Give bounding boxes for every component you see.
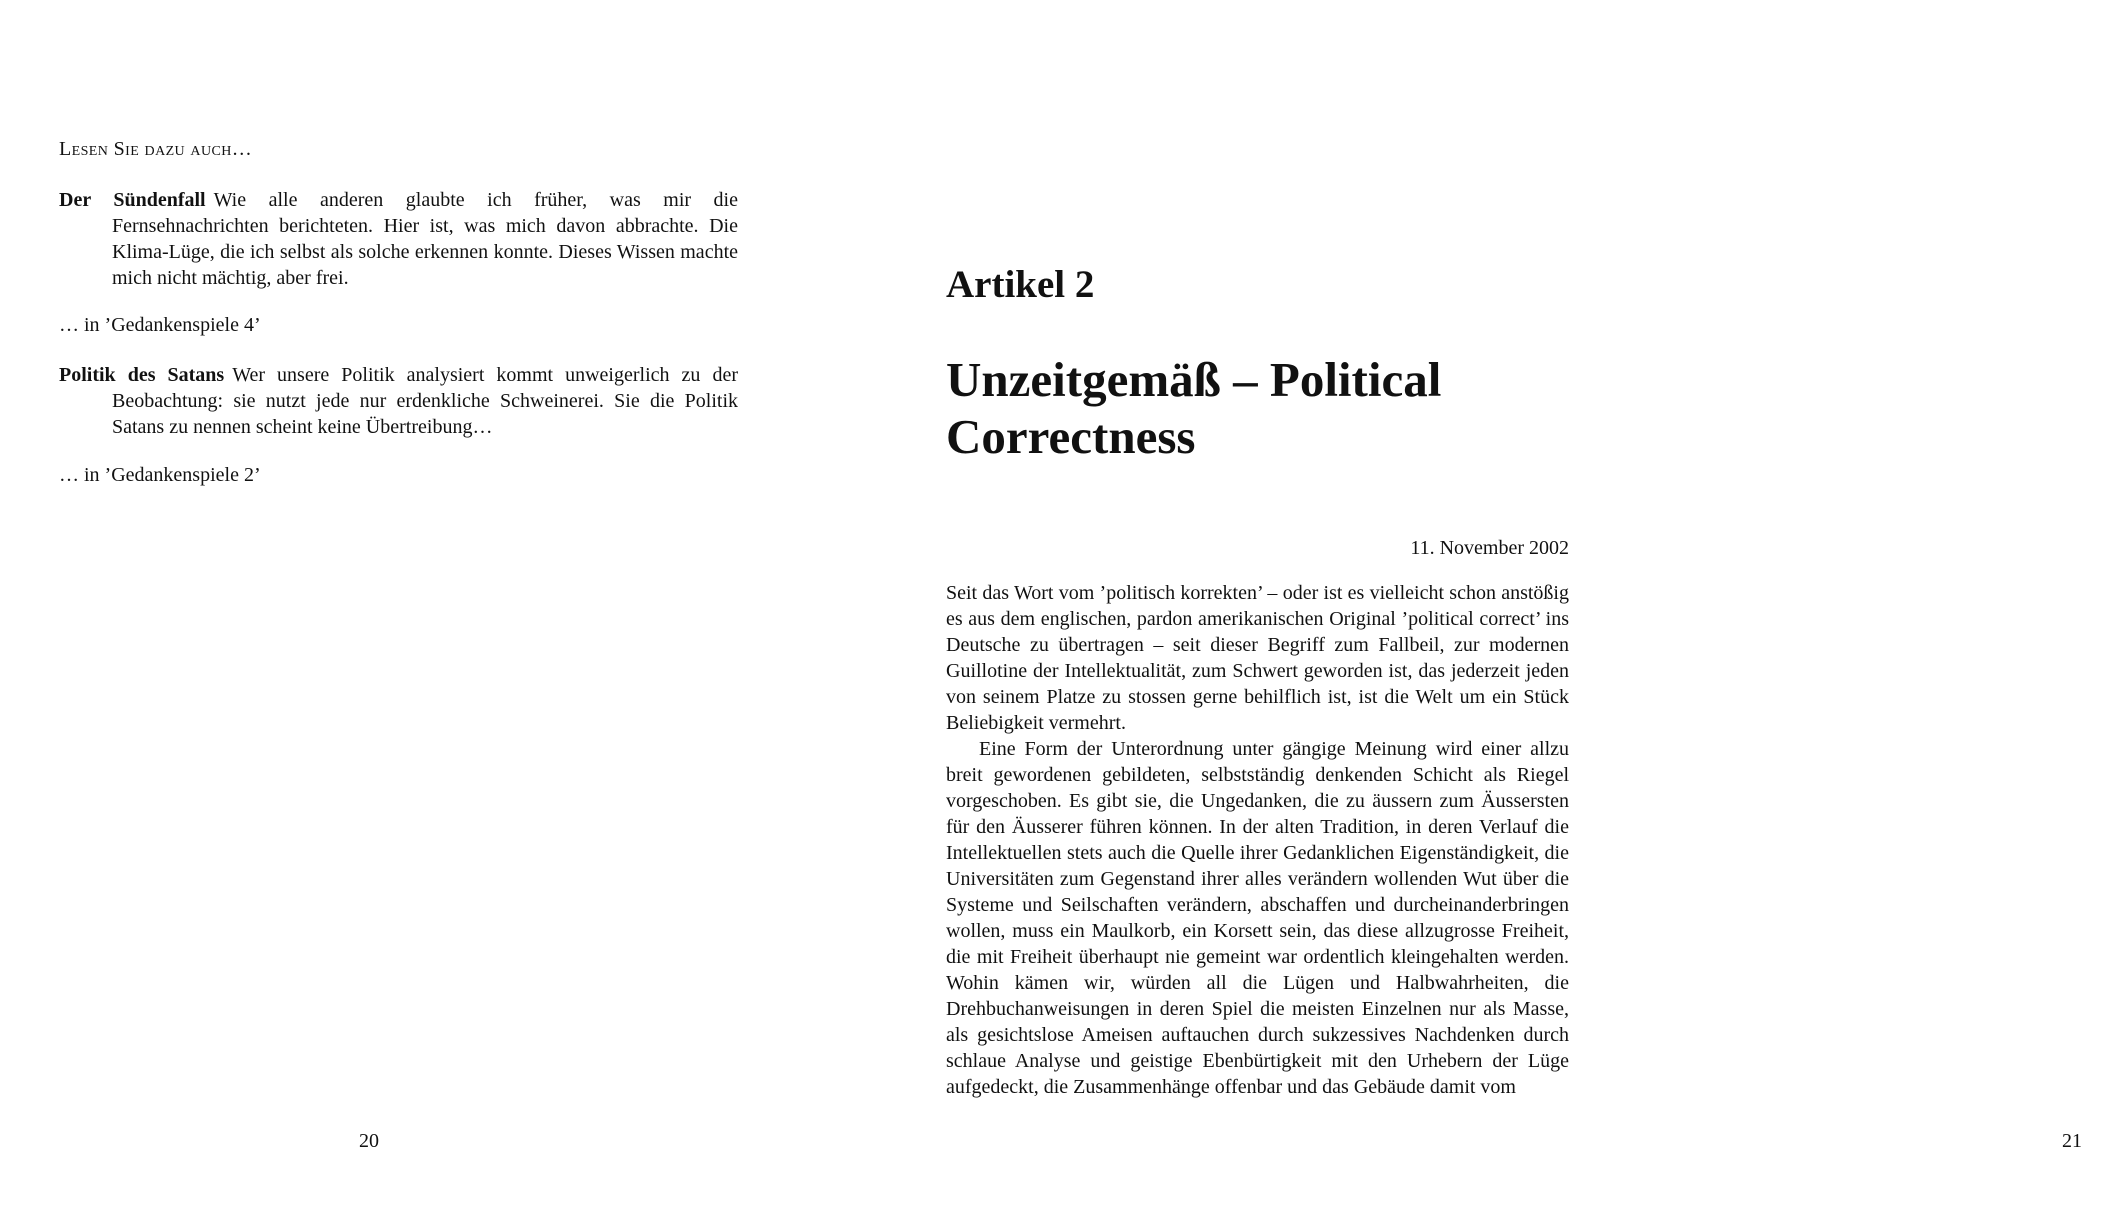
page-number: 21 — [2062, 1130, 2082, 1152]
see-also-entry — [59, 362, 738, 440]
page-number: 20 — [359, 1130, 379, 1152]
article-date: 11. November 2002 — [1410, 537, 1569, 559]
entry-source: … in ’Gedankenspiele 4’ — [59, 314, 261, 336]
entry-title: Der Sündenfall — [59, 189, 206, 211]
entry-title: Politik des Satans — [59, 364, 225, 386]
right-page — [820, 0, 2082, 1230]
entry-text: Wer unsere Politik analysiert kommt unweigerlich zu der Beobachtung: sie nutzt jede nur erdenkliche Schweinerei. Sie die Politik Satans zu nennen scheint keine Übertreibung… — [112, 364, 738, 438]
chapter-title: Unzeitgemäß – Political Correctness — [946, 352, 1442, 464]
see-also-entry — [59, 187, 738, 291]
see-also-heading: Lesen Sie dazu auch… — [59, 138, 253, 160]
chapter-label: Artikel 2 — [946, 263, 1095, 306]
body-paragraph: Eine Form der Unterordnung unter gängige Meinung wird einer allzu breit gewordenen gebildeten, selbstständig denkenden Schicht als Riegel vorgeschoben. Es gibt sie, die Ungedanken, die zu äussern zum Äussersten für den Äusserer führen können. In der alten Tradition, in deren Verlauf die Intellektuellen stets auch die Quelle ihrer Gedanklichen Eigenständigkeit, die Universitäten zum Gegenstand ihrer alles verändern wollenden Wut über die Systeme und Seilschaften verändern, abschaffen und durcheinanderbringen wollen, muss ein Maulkorb, ein Korsett sein, das diese allzugrosse Freiheit, die mit Freiheit überhaupt nie gemeint war ordentlich kleingehalten werden. Wohin kämen wir, würden all die Lügen und Halbwahrheiten, die Drehbuchanweisungen in deren Spiel die meisten Einzelnen nur als Masse, als gesichtslose Ameisen auftauchen durch sukzessives Nachdenken durch schlaue Analyse und geistige Ebenbürtigkeit mit den Urhebern der Lüge aufgedeckt, die Zusammenhänge offenbar und das Gebäude damit vom — [946, 738, 1569, 1098]
article-body — [946, 580, 1569, 1100]
body-paragraph: Seit das Wort vom ’politisch korrekten’ – oder ist es vielleicht schon anstößig es aus dem englischen, pardon amerikanischen Original ’political correct’ ins Deutsche zu übertragen – seit dieser Begriff zum Fallbeil, zur modernen Guillotine der Intellektualität, zum Schwert geworden ist, das jederzeit jeden von seinem Platze zu stossen gerne behilflich ist, ist die Welt um ein Stück Beliebigkeit vermehrt. — [946, 582, 1569, 734]
entry-text: Wie alle anderen glaubte ich früher, was mir die Fernsehnachrichten berichteten. Hier ist, was mich davon abbrachte. Die Klima-Lüge, die ich selbst als solche erkennen konnte. Dieses Wissen machte mich nicht mächtig, aber frei. — [112, 189, 738, 289]
left-page — [0, 0, 820, 1230]
entry-source: … in ’Gedankenspiele 2’ — [59, 464, 261, 486]
